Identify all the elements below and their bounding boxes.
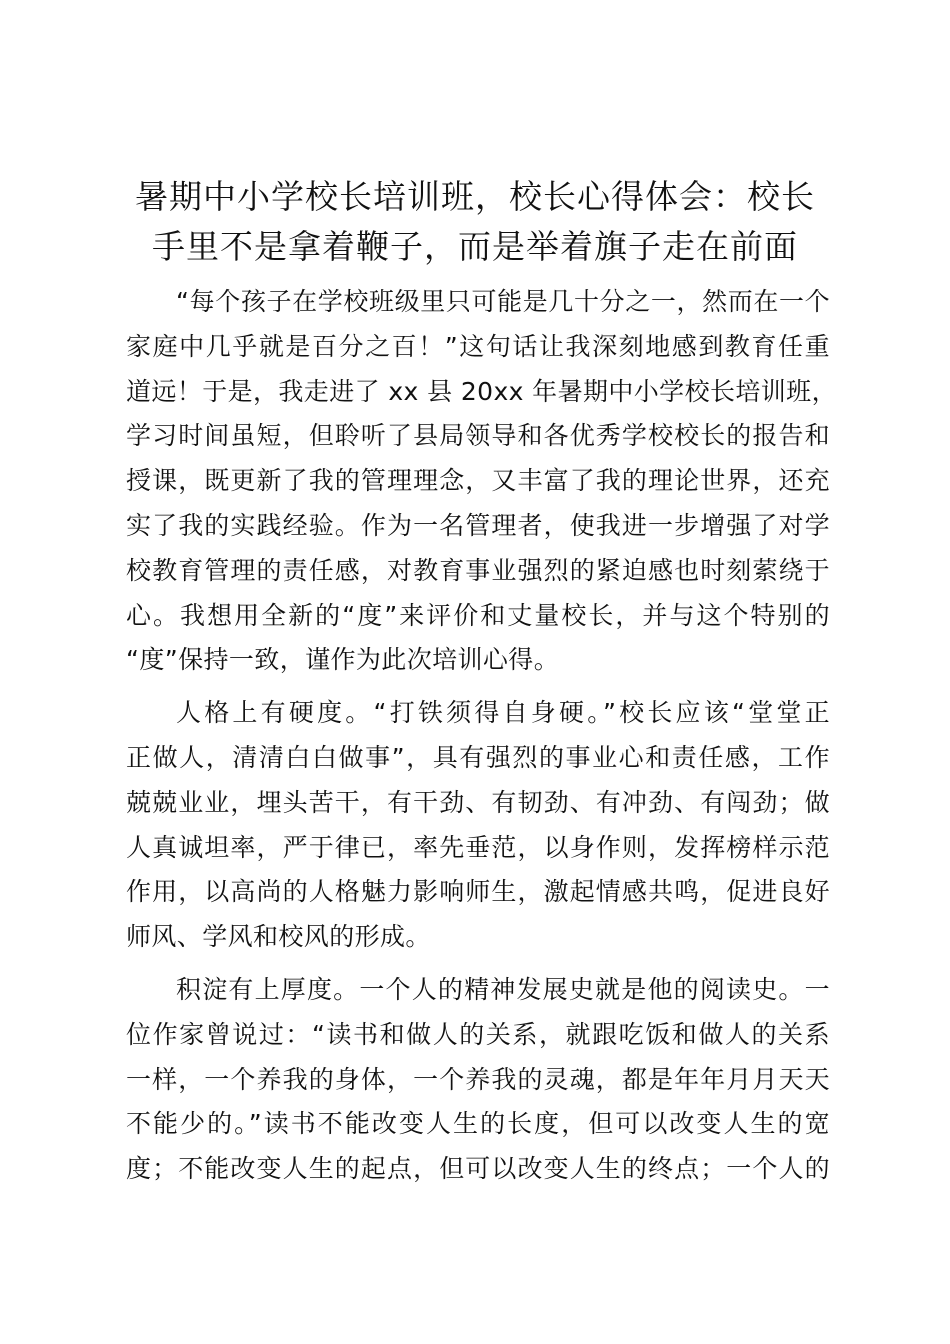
document-body [126,280,837,1192]
title-line: 手里不是拿着鞭子，而是举着旗子走在前面 [152,227,798,266]
text-line: 兢兢业业，埋头苦干，有干劲、有韧劲、有冲劲、有闯劲；做 [126,787,830,817]
text-line: 度；不能改变人生的起点，但可以改变人生的终点；一个人的 [126,1154,830,1184]
paragraph-2 [126,691,830,960]
text-line: 一样，一个养我的身体，一个养我的灵魂，都是年年月月天天 [126,1064,830,1094]
text-line: 校教育管理的责任感，对教育事业强烈的紧迫感也时刻萦绕于 [126,555,830,585]
document-title [110,172,840,272]
text-line: “每个孩子在学校班级里只可能是几十分之一，然而在一个 [176,287,830,316]
text-line: 位作家曾说过：“读书和做人的关系，就跟吃饭和做人的关系 [126,1019,830,1049]
text-line: 人格上有硬度。“打铁须得自身硬。”校长应该“堂堂正 [176,698,830,728]
text-line: 学习时间虽短，但聆听了县局领导和各优秀学校校长的报告和 [126,421,830,451]
paragraph-3 [126,968,830,1192]
paragraph-1 [126,280,837,683]
text-line: 积淀有上厚度。一个人的精神发展史就是他的阅读史。一 [176,974,830,1004]
text-line: 实了我的实践经验。作为一名管理者，使我进一步增强了对学 [126,510,830,540]
text-line: 道远！于是，我走进了 xx 县 20xx 年暑期中小学校长培训班， [126,376,837,406]
text-line: 授课，既更新了我的管理理念，又丰富了我的理论世界，还充 [126,466,830,496]
text-line: 作用，以高尚的人格魅力影响师生，激起情感共鸣，促进良好 [126,877,830,907]
text-line: 心。我想用全新的“度”来评价和丈量校长，并与这个特别的 [126,600,830,630]
text-line: 家庭中几乎就是百分之百！”这句话让我深刻地感到教育任重 [126,331,830,361]
text-line: 人真诚坦率，严于律已，率先垂范，以身作则，发挥榜样示范 [126,832,830,862]
text-line: 师风、学风和校风的形成。 [126,922,431,952]
text-line: 正做人，清清白白做事”，具有强烈的事业心和责任感，工作 [126,742,830,772]
title-line: 暑期中小学校长培训班，校长心得体会：校长 [135,177,815,216]
text-line: “度”保持一致，谨作为此次培训心得。 [126,645,560,675]
text-line: 不能少的。”读书不能改变人生的长度，但可以改变人生的宽 [126,1109,830,1139]
